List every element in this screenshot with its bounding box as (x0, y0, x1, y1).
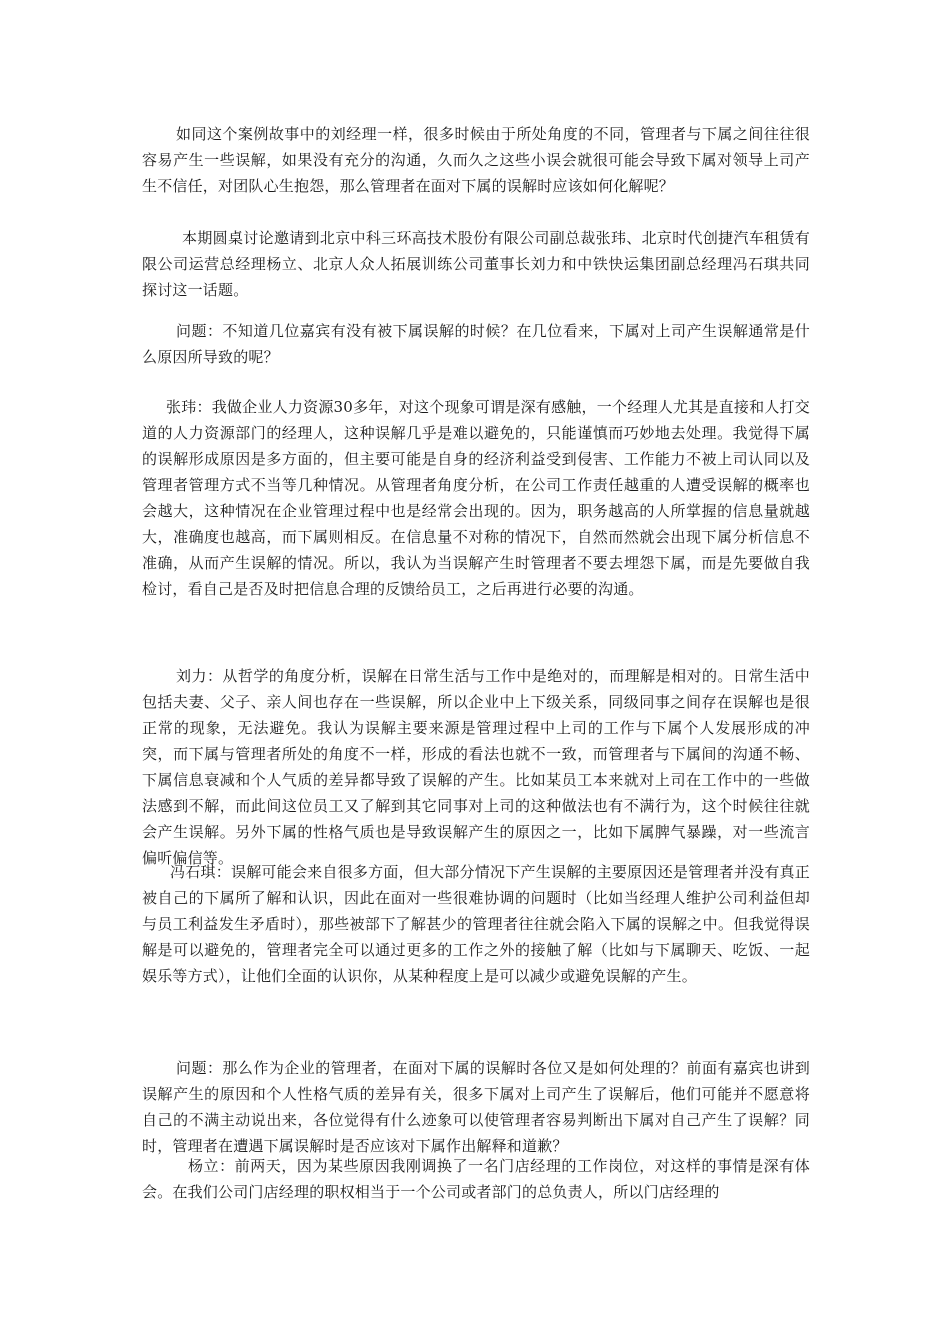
answer-feng-shiqi: 冯石琪：误解可能会来自很多方面，但大部分情况下产生误解的主要原因还是管理者并没有真正被自己的下属所了解和认识，因此在面对一些很难协调的问题时（比如当经理人维护公司利益但却与员工利益发生矛盾时），那些被部下了解甚少的管理者往往就会陷入下属的误解之中。但我觉得误解是可以避免的，管理者完全可以通过更多的工作之外的接触了解（比如与下属聊天、吃饭、一起娱乐等方式），让他们全面的认识你，从某种程度上是可以减少或避免误解的产生。 (142, 863, 810, 985)
answer-zhang-wei: 张玮：我做企业人力资源30多年，对这个现象可谓是深有感触，一个经理人尤其是直接和人打交道的人力资源部门的经理人，这种误解几乎是难以避免的，只能谨慎而巧妙地去处理。我觉得下属的误解形成原因是多方面的，但主要可能是自身的经济利益受到侵害、工作能力不被上司认同以及管理者管理方式不当等几种情况。从管理者角度分析，在公司工作责任越重的人遭受误解的概率也会越大，这种情况在企业管理过程中也是经常会出现的。因为，职务越高的人所掌握的信息量就越大，准确度也越高，而下属则相反。在信息量不对称的情况下，自然而然就会出现下属分析信息不准确，从而产生误解的情况。所以，我认为当误解产生时管理者不要去埋怨下属，而是先要做自我检讨，看自己是否及时把信息合理的反馈给员工，之后再进行必要的沟通。 (142, 398, 810, 598)
intro-paragraph: 如同这个案例故事中的刘经理一样，很多时候由于所处角度的不同，管理者与下属之间往往很容易产生一些误解，如果没有充分的沟通，久而久之这些小误会就很可能会导致下属对领导上司产生不信任，对团队心生抱怨，那么管理者在面对下属的误解时应该如何化解呢？ (142, 125, 810, 195)
question-paragraph-2: 问题：那么作为企业的管理者，在面对下属的误解时各位又是如何处理的？前面有嘉宾也讲到误解产生的原因和个人性格气质的差异有关，很多下属对上司产生了误解后，他们可能并不愿意将自己的不满主动说出来，各位觉得有什么迹象可以使管理者容易判断出下属对自己产生了误解？同时，管理者在遭遇下属误解时是否应该对下属作出解释和道歉？ (142, 1059, 810, 1155)
answer-yang-li: 杨立：前两天，因为某些原因我刚调换了一名门店经理的工作岗位，对这样的事情是深有体会。在我们公司门店经理的职权相当于一个公司或者部门的总负责人，所以门店经理的 (142, 1157, 810, 1201)
guests-paragraph: 本期圆桌讨论邀请到北京中科三环高技术股份有限公司副总裁张玮、北京时代创捷汽车租赁有限公司运营总经理杨立、北京人众人拓展训练公司董事长刘力和中铁快运集团副总经理冯石琪共同探讨这一话题。 (142, 229, 810, 299)
question-paragraph-1: 问题：不知道几位嘉宾有没有被下属误解的时候？在几位看来，下属对上司产生误解通常是什么原因所导致的呢？ (142, 322, 810, 366)
answer-liu-li: 刘力：从哲学的角度分析，误解在日常生活与工作中是绝对的，而理解是相对的。日常生活中包括夫妻、父子、亲人间也存在一些误解，所以企业中上下级关系，同级同事之间存在误解也是很正常的现象，无法避免。我认为误解主要来源是管理过程中上司的工作与下属个人发展形成的冲突，而下属与管理者所处的角度不一样，形成的看法也就不一致，而管理者与下属间的沟通不畅、下属信息衰减和个人气质的差异都导致了误解的产生。比如某员工本来就对上司在工作中的一些做法感到不解，而此间这位员工又了解到其它同事对上司的这种做法也有不满行为，这个时候往往就会产生误解。另外下属的性格气质也是导致误解产生的原因之一，比如下属脾气暴躁，对一些流言偏听偏信等。 (142, 667, 810, 867)
